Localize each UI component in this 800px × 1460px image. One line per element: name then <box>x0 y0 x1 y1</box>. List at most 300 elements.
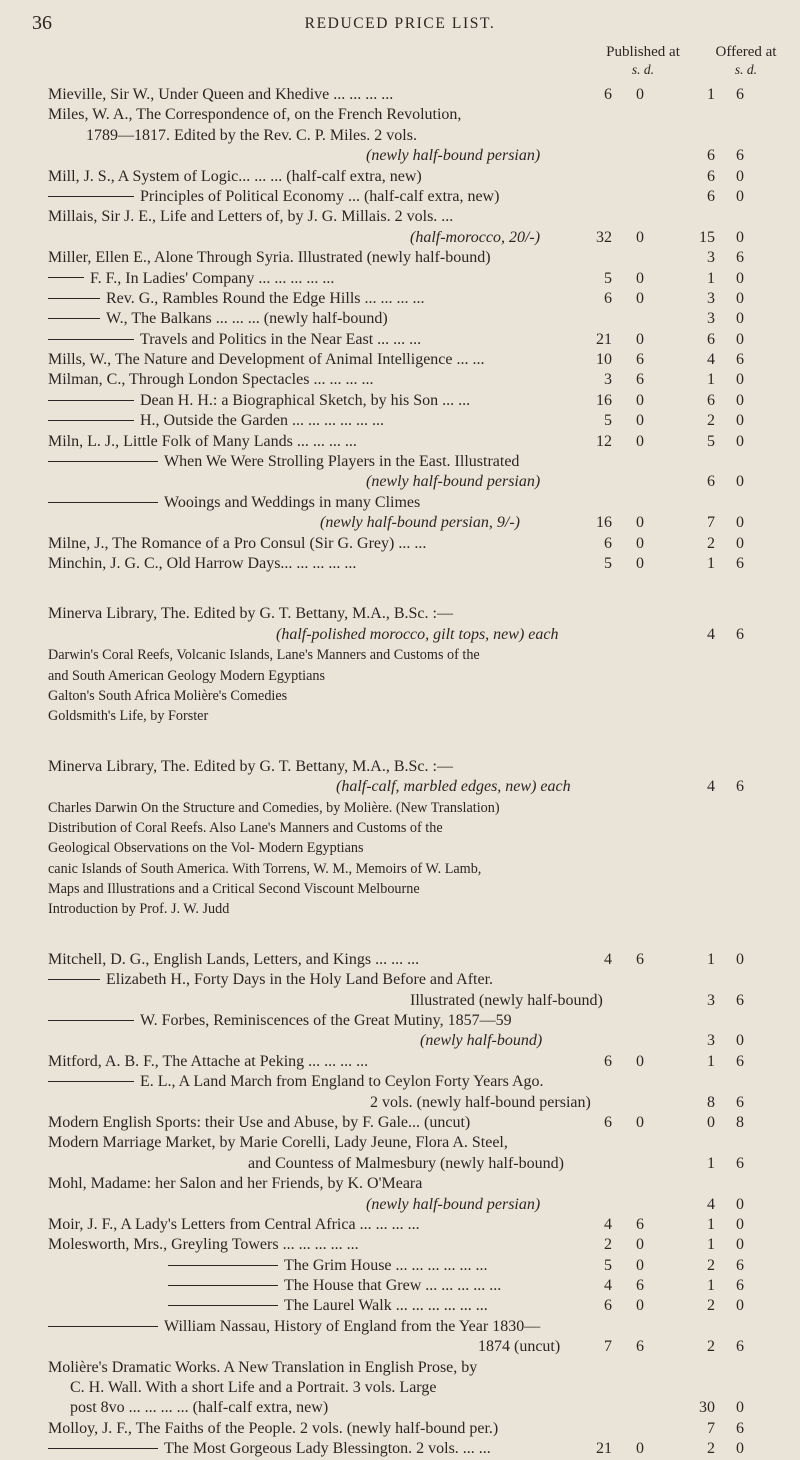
published-pence: 0 <box>636 1256 644 1274</box>
entry-text <box>48 269 334 289</box>
entry-title: (newly half-bound persian, 9/-) <box>320 514 520 532</box>
catalogue-line <box>48 1419 793 1439</box>
offered-shillings: 30 <box>699 1399 715 1417</box>
ditto-rule <box>48 461 158 462</box>
entry-text <box>48 187 499 207</box>
offered-pence: 0 <box>736 289 744 307</box>
entry-title: Wooings and Weddings in many Climes <box>164 493 421 511</box>
entry-title: Mills, W., The Nature and Development of Animal Intelligence ... ... <box>48 351 485 369</box>
published-pence: 6 <box>636 1338 644 1356</box>
catalogue-line <box>48 777 793 797</box>
ditto-rule <box>48 1326 158 1327</box>
entry-text <box>48 105 461 125</box>
offered-pence: 0 <box>736 412 744 430</box>
entry-title: Dean H. H.: a Biographical Sketch, by his Son ... ... <box>140 391 471 409</box>
entry-text <box>48 1072 544 1092</box>
offered-pence: 6 <box>736 778 744 796</box>
entry-title: and South American Geology Modern Egyptians <box>48 667 326 684</box>
offered-shillings: 8 <box>707 1093 715 1111</box>
ditto-rule <box>168 1305 278 1306</box>
published-column-header <box>588 44 698 78</box>
entry-title: Miles, W. A., The Correspondence of, on the French Revolution, <box>48 106 462 124</box>
catalogue-line <box>48 534 793 554</box>
published-pence: 0 <box>636 1236 644 1254</box>
catalogue-line <box>48 1358 793 1378</box>
offered-pence: 0 <box>736 310 744 328</box>
catalogue-line <box>48 1052 793 1072</box>
catalogue-line <box>48 706 793 726</box>
published-pence: 6 <box>636 371 644 389</box>
offered-shillings: 6 <box>707 473 715 491</box>
published-shillings: 7 <box>604 1338 612 1356</box>
entry-title: Goldsmith's Life, by Forster <box>48 708 209 725</box>
catalogue-line <box>48 370 793 390</box>
entry-text <box>370 1093 591 1113</box>
offered-shillings: 6 <box>707 147 715 165</box>
published-shillings: 6 <box>604 1113 612 1131</box>
ditto-rule <box>48 1081 134 1082</box>
entry-text <box>366 1195 540 1215</box>
published-pence: 6 <box>636 1215 644 1233</box>
entry-title: (newly half-bound) <box>420 1032 543 1050</box>
entry-text <box>48 1317 540 1337</box>
entry-title: Millais, Sir J. E., Life and Letters of, by J. G. Millais. 2 vols. ... <box>48 208 454 226</box>
ditto-rule <box>168 1285 278 1286</box>
catalogue-line <box>48 757 793 777</box>
offered-shillings: 4 <box>707 351 715 369</box>
published-shillings: 21 <box>596 330 612 348</box>
spacer <box>48 920 793 950</box>
catalogue-line <box>48 645 793 665</box>
entry-text <box>48 604 453 624</box>
offered-pence: 0 <box>736 473 744 491</box>
offered-shillings: 5 <box>707 432 715 450</box>
catalogue-line <box>48 105 793 125</box>
entry-text <box>48 330 421 350</box>
offered-shillings: 15 <box>699 228 715 246</box>
catalogue-line <box>48 493 793 513</box>
entry-title: (newly half-bound persian) <box>366 473 541 491</box>
published-shillings: 32 <box>596 228 612 246</box>
entry-text <box>48 1358 477 1378</box>
catalogue-line <box>48 818 793 838</box>
entry-title: Illustrated (newly half-bound) <box>410 991 603 1009</box>
published-shillings: 6 <box>604 534 612 552</box>
catalogue-line <box>48 513 793 533</box>
catalogue-line <box>48 1235 793 1255</box>
offered-shillings: 1 <box>707 86 715 103</box>
entry-text <box>320 513 520 533</box>
published-shillings: 5 <box>604 1256 612 1274</box>
published-label: Published at <box>606 44 680 60</box>
published-pence: 0 <box>636 534 644 552</box>
offered-shillings: 1 <box>707 950 715 968</box>
entry-text <box>48 645 480 665</box>
offered-shillings: 4 <box>707 1195 715 1213</box>
entry-title: Modern English Sports: their Use and Abuse, by F. Gale... (uncut) <box>48 1113 471 1131</box>
catalogue-line <box>48 1256 793 1276</box>
entry-text <box>420 1031 542 1051</box>
entry-text <box>86 126 417 146</box>
entry-text <box>70 1398 328 1418</box>
offered-pence: 6 <box>736 625 744 643</box>
entry-title: The Grim House ... ... ... ... ... ... <box>284 1256 488 1274</box>
offered-shillings: 2 <box>707 1440 715 1458</box>
entry-title: F. F., In Ladies' Company ... ... ... ... ... <box>90 269 335 287</box>
entry-text <box>410 228 540 248</box>
entry-title: Mieville, Sir W., Under Queen and Khedive ... ... ... ... <box>48 86 394 103</box>
price-list-body <box>48 85 793 1460</box>
offered-pence: 6 <box>736 991 744 1009</box>
published-pence: 0 <box>636 1440 644 1458</box>
entry-title: Mitford, A. B. F., The Attache at Peking ... ... ... ... <box>48 1052 369 1070</box>
entry-text <box>478 1337 560 1357</box>
catalogue-line <box>48 686 793 706</box>
published-shillings: 6 <box>604 289 612 307</box>
entry-text <box>48 899 229 919</box>
catalogue-line <box>48 269 793 289</box>
entry-text <box>48 289 425 309</box>
entry-title: Charles Darwin On the Structure and Comedies, by Molière. (New Translation) <box>48 799 500 816</box>
catalogue-line <box>48 85 793 105</box>
entry-text <box>48 309 388 329</box>
published-shillings: 6 <box>604 1052 612 1070</box>
published-units: s. d. <box>631 62 655 77</box>
offered-pence: 6 <box>736 147 744 165</box>
offered-shillings: 3 <box>707 289 715 307</box>
entry-text <box>48 391 470 411</box>
offered-pence: 0 <box>736 514 744 532</box>
catalogue-line <box>48 554 793 574</box>
entry-title: Darwin's Coral Reefs, Volcanic Islands, Lane's Manners and Customs of the <box>48 647 480 664</box>
offered-shillings: 1 <box>707 554 715 572</box>
entry-title: 1874 (uncut) <box>478 1338 561 1356</box>
offered-shillings: 6 <box>707 391 715 409</box>
catalogue-line <box>48 126 793 146</box>
catalogue-line <box>48 411 793 431</box>
entry-text <box>48 452 519 472</box>
offered-pence: 0 <box>736 330 744 348</box>
catalogue-line <box>48 146 793 166</box>
ditto-rule <box>48 318 100 319</box>
offered-pence: 0 <box>736 167 744 185</box>
entry-text <box>48 818 443 838</box>
entry-title: 1789—1817. Edited by the Rev. C. P. Miles. 2 vols. <box>86 126 417 144</box>
offered-shillings: 2 <box>707 534 715 552</box>
catalogue-line <box>48 1195 793 1215</box>
entry-title: C. H. Wall. With a short Life and a Portrait. 3 vols. Large <box>70 1379 437 1397</box>
catalogue-line <box>48 838 793 858</box>
published-pence: 0 <box>636 269 644 287</box>
entry-title: William Nassau, History of England from the Year 1830— <box>164 1317 541 1335</box>
published-pence: 6 <box>636 950 644 968</box>
entry-text <box>168 1296 488 1316</box>
published-pence: 0 <box>636 1297 644 1315</box>
catalogue-line <box>48 1133 793 1153</box>
entry-title: Moir, J. F., A Lady's Letters from Central Africa ... ... ... ... <box>48 1215 420 1233</box>
published-pence: 0 <box>636 412 644 430</box>
catalogue-line <box>48 1378 793 1398</box>
entry-text <box>48 838 364 858</box>
entry-text <box>48 706 208 726</box>
catalogue-line <box>48 1113 793 1133</box>
offered-pence: 0 <box>736 1399 744 1417</box>
published-shillings: 5 <box>604 412 612 430</box>
ditto-rule <box>48 298 100 299</box>
published-shillings: 2 <box>604 1236 612 1254</box>
entry-title: Miln, L. J., Little Folk of Many Lands ... ... ... ... <box>48 432 357 450</box>
entry-text <box>48 859 481 879</box>
offered-pence: 6 <box>736 1419 744 1437</box>
offered-shillings: 4 <box>707 625 715 643</box>
ditto-rule <box>168 1265 278 1266</box>
ditto-rule <box>48 339 134 340</box>
entry-title: The Most Gorgeous Lady Blessington. 2 vols. ... ... <box>164 1440 491 1458</box>
catalogue-line <box>48 798 793 818</box>
entry-text <box>48 1133 508 1153</box>
published-pence: 6 <box>636 1277 644 1295</box>
entry-text <box>48 1215 420 1235</box>
catalogue-line <box>48 167 793 187</box>
offered-shillings: 3 <box>707 1032 715 1050</box>
offered-shillings: 4 <box>707 778 715 796</box>
entry-title: Milman, C., Through London Spectacles ... ... ... ... <box>48 371 374 389</box>
published-pence: 0 <box>636 391 644 409</box>
entry-text <box>48 950 419 970</box>
catalogue-line <box>48 1439 793 1459</box>
entry-text <box>48 798 500 818</box>
catalogue-line <box>48 1093 793 1113</box>
offered-pence: 0 <box>736 1195 744 1213</box>
catalogue-line <box>48 391 793 411</box>
entry-text <box>276 625 558 645</box>
offered-pence: 0 <box>736 534 744 552</box>
entry-title: Molière's Dramatic Works. A New Translation in English Prose, by <box>48 1358 478 1376</box>
offered-shillings: 1 <box>707 1215 715 1233</box>
entry-title: Milne, J., The Romance of a Pro Consul (Sir G. Grey) ... ... <box>48 534 427 552</box>
offered-pence: 0 <box>736 228 744 246</box>
offered-pence: 6 <box>736 1093 744 1111</box>
entry-title: Mohl, Madame: her Salon and her Friends, by K. O'Meara <box>48 1175 423 1193</box>
entry-title: Elizabeth H., Forty Days in the Holy Land Before and After. <box>106 971 494 989</box>
entry-title: H., Outside the Garden ... ... ... ... ... ... <box>140 412 384 430</box>
offered-pence: 6 <box>736 1154 744 1172</box>
offered-label: Offered at <box>715 44 777 60</box>
offered-pence: 6 <box>736 1338 744 1356</box>
ditto-rule <box>48 420 134 421</box>
spacer <box>48 727 793 757</box>
page-header <box>0 12 800 42</box>
catalogue-line <box>48 1031 793 1051</box>
offered-shillings: 2 <box>707 1297 715 1315</box>
catalogue-line <box>48 309 793 329</box>
entry-title: (newly half-bound persian) <box>366 1195 541 1213</box>
offered-pence: 8 <box>736 1113 744 1131</box>
ditto-rule <box>48 979 100 980</box>
entry-title: Minerva Library, The. Edited by G. T. Bettany, M.A., B.Sc. :— <box>48 757 453 775</box>
catalogue-line <box>48 350 793 370</box>
catalogue-line <box>48 604 793 624</box>
entry-title: The Laurel Walk ... ... ... ... ... ... <box>284 1297 488 1315</box>
entry-title: (half-polished morocco, gilt tops, new) each <box>276 625 559 643</box>
offered-shillings: 1 <box>707 269 715 287</box>
entry-text <box>168 1256 488 1276</box>
offered-pence: 0 <box>736 1032 744 1050</box>
published-shillings: 6 <box>604 1297 612 1315</box>
entry-title: 2 vols. (newly half-bound persian) <box>370 1093 591 1111</box>
published-pence: 0 <box>636 554 644 572</box>
entry-text <box>48 757 453 777</box>
offered-shillings: 3 <box>707 310 715 328</box>
offered-pence: 0 <box>736 187 744 205</box>
catalogue-line <box>48 187 793 207</box>
entry-text <box>168 1276 501 1296</box>
running-title: REDUCED PRICE LIST. <box>304 15 496 32</box>
entry-title: Rev. G., Rambles Round the Edge Hills ... ... ... ... <box>106 289 425 307</box>
catalogue-line <box>48 207 793 227</box>
offered-pence: 0 <box>736 391 744 409</box>
offered-shillings: 3 <box>707 991 715 1009</box>
entry-text <box>48 1174 422 1194</box>
entry-title: Distribution of Coral Reefs. Also Lane's Manners and Customs of the <box>48 819 443 836</box>
entry-text <box>48 1011 512 1031</box>
offered-units: s. d. <box>734 62 758 77</box>
ditto-rule <box>48 1020 134 1021</box>
entry-text <box>48 1419 498 1439</box>
catalogue-line <box>48 1337 793 1357</box>
entry-title: When We Were Strolling Players in the East. Illustrated <box>164 453 520 471</box>
offered-shillings: 1 <box>707 1277 715 1295</box>
published-pence: 0 <box>636 228 644 246</box>
offered-pence: 6 <box>736 1052 744 1070</box>
catalogue-line <box>48 991 793 1011</box>
catalogue-line <box>48 1215 793 1235</box>
catalogue-line <box>48 472 793 492</box>
entry-title: Travels and Politics in the Near East ... ... ... <box>140 330 422 348</box>
entry-text <box>366 472 540 492</box>
published-shillings: 16 <box>596 514 612 532</box>
offered-pence: 6 <box>736 1256 744 1274</box>
entry-text <box>48 350 485 370</box>
entry-title: (half-morocco, 20/-) <box>410 228 541 246</box>
entry-title: Mill, J. S., A System of Logic... ... ... (half-calf extra, new) <box>48 167 422 185</box>
catalogue-line <box>48 1276 793 1296</box>
entry-title: W. Forbes, Reminiscences of the Great Mutiny, 1857—59 <box>140 1012 512 1030</box>
entry-title: Maps and Illustrations and a Critical Second Viscount Melbourne <box>48 881 420 898</box>
offered-shillings: 6 <box>707 187 715 205</box>
published-shillings: 4 <box>604 1215 612 1233</box>
entry-text <box>48 167 422 187</box>
entry-text <box>48 1113 470 1133</box>
published-shillings: 4 <box>604 1277 612 1295</box>
catalogue-line <box>48 1072 793 1092</box>
catalogue-line <box>48 452 793 472</box>
entry-title: Galton's South Africa Molière's Comedies <box>48 687 288 704</box>
offered-pence: 0 <box>736 1297 744 1315</box>
entry-text <box>48 686 287 706</box>
catalogue-line <box>48 1296 793 1316</box>
catalogue-line <box>48 879 793 899</box>
offered-shillings: 1 <box>707 1154 715 1172</box>
entry-title: Mitchell, D. G., English Lands, Letters, and Kings ... ... ... <box>48 950 420 968</box>
entry-title: Miller, Ellen E., Alone Through Syria. Illustrated (newly half-bound) <box>48 249 491 267</box>
offered-shillings: 1 <box>707 371 715 389</box>
offered-shillings: 2 <box>707 412 715 430</box>
catalogue-line <box>48 248 793 268</box>
offered-shillings: 6 <box>707 167 715 185</box>
entry-title: Minerva Library, The. Edited by G. T. Bettany, M.A., B.Sc. :— <box>48 605 453 623</box>
ditto-rule <box>48 400 134 401</box>
published-pence: 0 <box>636 1052 644 1070</box>
published-pence: 6 <box>636 351 644 369</box>
ditto-rule <box>48 196 134 197</box>
catalogue-line <box>48 970 793 990</box>
catalogue-line <box>48 950 793 970</box>
offered-pence: 0 <box>736 1440 744 1458</box>
offered-column-header <box>700 44 792 78</box>
published-shillings: 6 <box>604 86 612 103</box>
entry-text <box>48 534 426 554</box>
catalogue-line <box>48 899 793 919</box>
entry-text <box>48 493 420 513</box>
catalogue-line <box>48 1154 793 1174</box>
entry-text <box>48 1052 368 1072</box>
entry-text <box>336 777 571 797</box>
entry-title: W., The Balkans ... ... ... (newly half-bound) <box>106 310 388 328</box>
entry-title: post 8vo ... ... ... ... (half-calf extra, new) <box>70 1399 329 1417</box>
offered-pence: 0 <box>736 269 744 287</box>
published-pence: 0 <box>636 432 644 450</box>
offered-pence: 6 <box>736 249 744 267</box>
offered-shillings: 7 <box>707 514 715 532</box>
entry-title: and Countess of Malmesbury (newly half-bound) <box>248 1154 564 1172</box>
published-pence: 0 <box>636 330 644 348</box>
catalogue-line <box>48 1398 793 1418</box>
entry-text <box>48 248 491 268</box>
offered-pence: 0 <box>736 432 744 450</box>
entry-title: Introduction by Prof. J. W. Judd <box>48 901 230 918</box>
offered-shillings: 1 <box>707 1236 715 1254</box>
published-pence: 0 <box>636 289 644 307</box>
spacer <box>48 574 793 604</box>
entry-title: The House that Grew ... ... ... ... ... <box>284 1277 502 1295</box>
entry-text <box>410 991 603 1011</box>
offered-pence: 6 <box>736 351 744 369</box>
ditto-rule <box>48 277 84 278</box>
catalogue-line <box>48 228 793 248</box>
entry-title: E. L., A Land March from England to Ceylon Forty Years Ago. <box>140 1073 544 1091</box>
catalogue-line <box>48 859 793 879</box>
entry-title: Geological Observations on the Vol- Modern Egyptians <box>48 840 364 857</box>
published-shillings: 12 <box>596 432 612 450</box>
entry-text <box>48 879 420 899</box>
published-shillings: 5 <box>604 554 612 572</box>
offered-shillings: 6 <box>707 330 715 348</box>
offered-pence: 0 <box>736 1236 744 1254</box>
entry-title: (half-calf, marbled edges, new) each <box>336 778 571 796</box>
entry-text <box>48 1439 491 1459</box>
offered-shillings: 7 <box>707 1419 715 1437</box>
catalogue-line <box>48 1011 793 1031</box>
entry-title: Molesworth, Mrs., Greyling Towers ... ... ... ... ... <box>48 1236 359 1254</box>
published-shillings: 4 <box>604 950 612 968</box>
offered-shillings: 2 <box>707 1256 715 1274</box>
catalogue-line <box>48 432 793 452</box>
published-pence: 0 <box>636 86 644 103</box>
entry-title: canic Islands of South America. With Torrens, W. M., Memoirs of W. Lamb, <box>48 860 482 877</box>
offered-pence: 6 <box>736 1277 744 1295</box>
offered-shillings: 1 <box>707 1052 715 1070</box>
